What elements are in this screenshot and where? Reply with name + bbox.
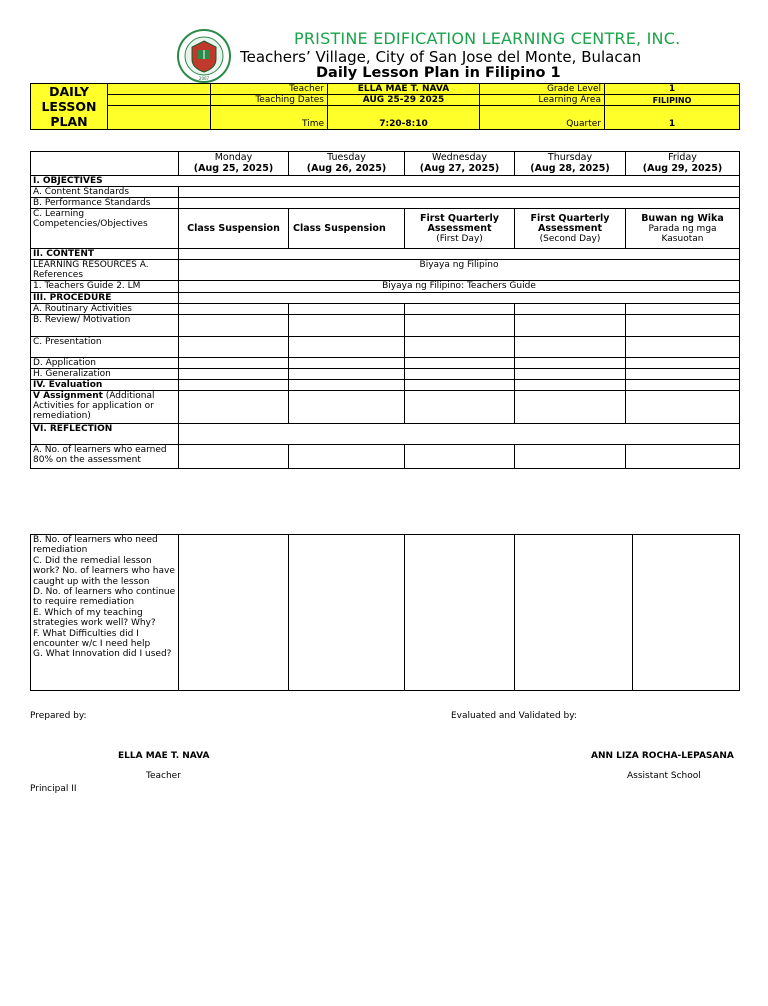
performance-standards-label: B. Performance Standards: [31, 198, 179, 209]
reflection-items: [31, 535, 179, 691]
teaching-dates-label: Teaching Dates: [211, 95, 328, 106]
reflection-item-g: G. What Innovation did I used?: [33, 649, 172, 660]
quarter-value: 1: [605, 106, 740, 130]
tuesday-competency: Class Suspension: [289, 209, 405, 249]
teaching-dates-value: AUG 25-29 2025: [328, 95, 480, 106]
reflection-heading: VI. REFLECTION: [31, 424, 179, 445]
school-name: PRISTINE EDIFICATION LEARNING CENTRE, INC.: [294, 29, 681, 48]
thursday-competency: [515, 209, 626, 249]
grade-level-value: 1: [605, 84, 740, 95]
daily-label: DAILY: [49, 84, 89, 99]
routinary-label: A. Routinary Activities: [31, 304, 179, 315]
competency-title: Buwan ng Wika: [641, 212, 724, 224]
lesson-label: LESSON: [41, 99, 97, 114]
evaluator-role: Assistant School: [627, 771, 701, 781]
day-header-wednesday: [405, 152, 515, 176]
teacher-value: ELLA MAE T. NAVA: [328, 84, 480, 95]
monday-competency: Class Suspension: [179, 209, 289, 249]
plan-label: PLAN: [50, 114, 88, 129]
quarter-label: Quarter: [480, 106, 605, 130]
references-value: Biyaya ng Filipino: [179, 260, 740, 281]
teachers-guide-value: Biyaya ng Filipino: Teachers Guide: [179, 281, 740, 293]
teacher-label: Teacher: [211, 84, 328, 95]
competencies-label: C. Learning Competencies/Objectives: [31, 209, 179, 249]
evaluator-role-continued: Principal II: [30, 784, 77, 794]
wednesday-competency: [405, 209, 515, 249]
competency-title: First Quarterly Assessment: [420, 212, 499, 234]
day-name: Wednesday: [431, 152, 487, 163]
generalization-label: H. Generalization: [31, 369, 179, 380]
day-date: (Aug 25, 2025): [193, 163, 274, 174]
day-header-thursday: [515, 152, 626, 176]
teacher-role: Teacher: [146, 771, 181, 781]
reflection-item-e: E. Which of my teaching strategies work well? Why?: [33, 607, 156, 629]
time-label: Time: [211, 106, 328, 130]
assignment-label: [31, 391, 179, 424]
reflection-table: [30, 534, 740, 691]
review-label: B. Review/ Motivation: [31, 315, 179, 337]
reflection-item-c: C. Did the remedial lesson work? No. of learners who have caught up with the lesson: [33, 555, 175, 587]
daily-lesson-plan-label: [31, 84, 108, 130]
day-header-tuesday: [289, 152, 405, 176]
reflection-a-label: A. No. of learners who earned 80% on the assessment: [31, 445, 179, 469]
evaluated-by-label: Evaluated and Validated by:: [451, 711, 577, 721]
evaluator-signatory-name: ANN LIZA ROCHA-LEPASANA: [591, 751, 734, 761]
procedure-heading: III. PROCEDURE: [31, 293, 179, 304]
competency-sub: (Second Day): [539, 233, 601, 244]
reflection-item-f: F. What Difficulties did I encounter w/c I need help: [33, 628, 151, 650]
learning-area-label: Learning Area: [480, 95, 605, 106]
day-name: Thursday: [547, 152, 593, 163]
time-value: 7:20-8:10: [328, 106, 480, 130]
day-name: Monday: [214, 152, 253, 163]
content-standards-label: A. Content Standards: [31, 187, 179, 198]
competency-sub: Parada ng mga Kasuotan: [648, 223, 717, 244]
reflection-item-d: D. No. of learners who continue to require remediation: [33, 587, 176, 608]
learning-area-value: FILIPINO: [605, 95, 740, 106]
day-name: Tuesday: [327, 152, 366, 163]
day-date: (Aug 29, 2025): [642, 163, 723, 174]
day-date: (Aug 27, 2025): [419, 163, 500, 174]
grade-level-label: Grade Level: [480, 84, 605, 95]
friday-competency: [626, 209, 740, 249]
content-heading: II. CONTENT: [31, 249, 179, 260]
teacher-signatory-name: ELLA MAE T. NAVA: [118, 751, 210, 761]
day-name: Friday: [668, 152, 697, 163]
assignment-bold: V Assignment: [33, 391, 103, 401]
day-header-friday: [626, 152, 740, 176]
application-label: D. Application: [31, 358, 179, 369]
assignment-rest: (Additional Activities for application or remediation): [33, 391, 155, 421]
competency-title: First Quarterly Assessment: [530, 212, 610, 234]
presentation-label: C. Presentation: [31, 337, 179, 358]
svg-text:2007: 2007: [198, 76, 210, 81]
competency-sub: (First Day): [436, 233, 483, 244]
prepared-by-label: Prepared by:: [30, 711, 87, 721]
lesson-plan-table: [30, 151, 740, 469]
learning-resources-label: LEARNING RESOURCES A. References: [31, 260, 179, 281]
school-address: Teachers’ Village, City of San Jose del Monte, Bulacan: [240, 48, 642, 66]
day-header-monday: [179, 152, 289, 176]
plan-title: Daily Lesson Plan in Filipino 1: [316, 65, 561, 81]
reflection-item-b: B. No. of learners who need remediation: [33, 535, 158, 556]
objectives-heading: I. OBJECTIVES: [31, 176, 740, 187]
day-date: (Aug 26, 2025): [306, 163, 387, 174]
lesson-info-table: [30, 83, 740, 130]
evaluation-heading: IV. Evaluation: [31, 380, 179, 391]
day-date: (Aug 28, 2025): [530, 163, 610, 174]
teachers-guide-label: 1. Teachers Guide 2. LM: [31, 281, 179, 293]
school-logo: [176, 28, 232, 84]
